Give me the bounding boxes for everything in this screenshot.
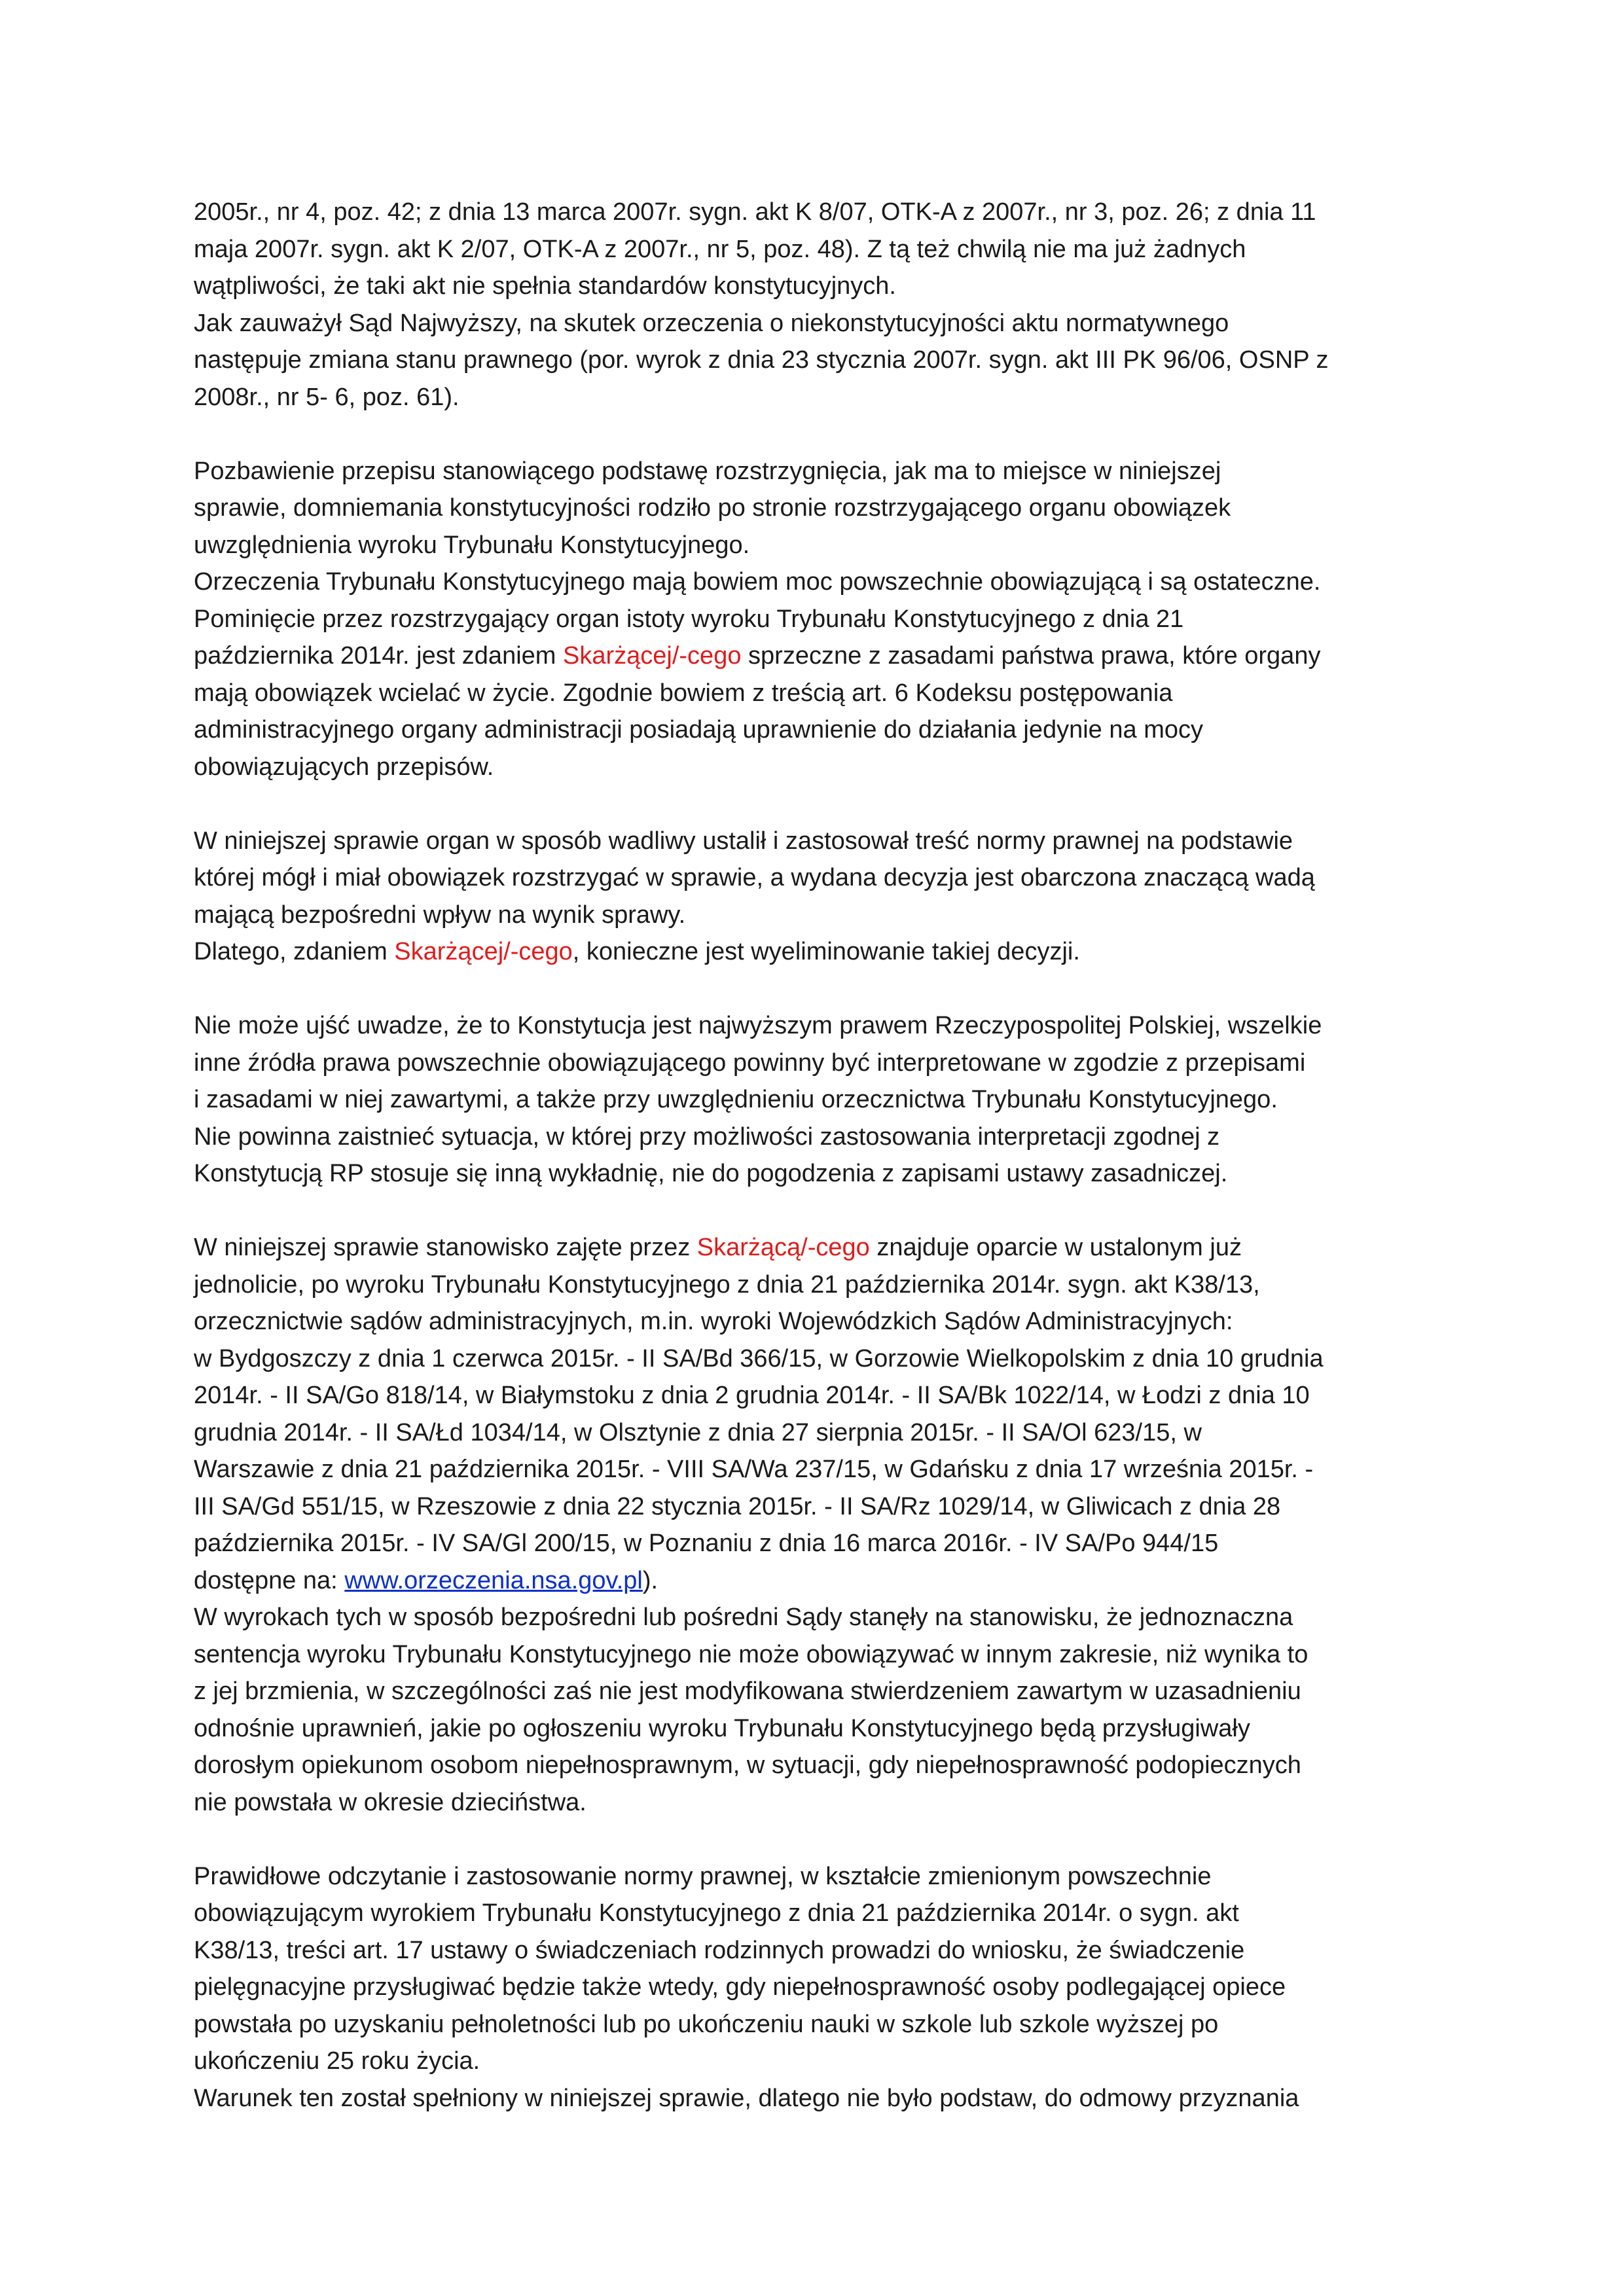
text-segment: Konstytucją RP stosuje się inną wykładnię, nie do pogodzenia z zapisami ustawy zasadniczej. [194,1160,1228,1187]
text-segment: W niniejszej sprawie organ w sposób wadliwy ustalił i zastosował treść normy prawnej na podstawie [194,827,1293,855]
text-line [194,490,1437,527]
text-segment: i zasadami w niej zawartymi, a także przy uwzględnieniu orzecznictwa Trybunału Konstytucyjnego. [194,1086,1278,1113]
text-line [194,1636,1437,1674]
text-segment: mającą bezpośredni wpływ na wynik sprawy. [194,901,686,929]
paragraph [194,823,1437,971]
text-segment: maja 2007r. sygn. akt K 2/07, OTK-A z 2007r., nr 5, poz. 48). Z tą też chwilą nie ma już żadnych [194,235,1246,263]
text-line [194,823,1437,860]
text-line [194,1340,1437,1378]
text-segment: ukończeniu 25 roku życia. [194,2047,480,2075]
text-segment: Prawidłowe odczytanie i zastosowanie normy prawnej, w kształcie zmienionym powszechnie [194,1862,1212,1890]
paragraph [194,194,1437,416]
text-segment: Jak zauważył Sąd Najwyższy, na skutek orzeczenia o niekonstytucyjności aktu normatywnego [194,309,1229,337]
text-line [194,1562,1437,1600]
party-placeholder: Skarżącej/-cego [563,642,742,670]
text-line [194,675,1437,712]
paragraph-gap [194,416,1437,453]
text-segment: ). [642,1566,659,1594]
text-segment: Pozbawienie przepisu stanowiącego podstawę rozstrzygnięcia, jak ma to miejsce w niniejszej [194,457,1221,485]
text-segment: sentencja wyroku Trybunału Konstytucyjnego nie może obowiązywać w innym zakresie, niż wynika to [194,1640,1308,1668]
text-segment: obowiązującym wyrokiem Trybunału Konstytucyjnego z dnia 21 października 2014r. o sygn. akt [194,1899,1239,1927]
text-line [194,2006,1437,2043]
text-segment: Pominięcie przez rozstrzygający organ istoty wyroku Trybunału Konstytucyjnego z dnia 21 [194,605,1184,633]
text-segment: sprawie, domniemania konstytucyjności rodziło po stronie rozstrzygającego organu obowiązek [194,494,1231,522]
party-placeholder: Skarżącej/-cego [394,938,573,965]
text-line [194,1155,1437,1193]
paragraph-gap [194,1193,1437,1230]
text-segment: Dlatego, zdaniem [194,938,395,965]
nsa-link[interactable]: www.orzeczenia.nsa.gov.pl [344,1566,643,1594]
text-segment: znajduje oparcie w ustalonym już [869,1234,1242,1261]
text-segment: dostępne na: [194,1566,345,1594]
text-segment: , konieczne jest wyeliminowanie takiej decyzji. [572,938,1080,965]
text-segment: Warszawie z dnia 21 października 2015r. - VIII SA/Wa 237/15, w Gdańsku z dnia 17 września 2015r. - [194,1456,1314,1483]
text-line [194,1747,1437,1784]
text-line [194,1488,1437,1526]
text-line [194,1414,1437,1452]
text-segment: III SA/Gd 551/15, w Rzeszowie z dnia 22 stycznia 2015r. - II SA/Rz 1029/14, w Gliwicach z dnia 28 [194,1492,1281,1520]
text-line [194,933,1437,971]
text-line [194,268,1437,305]
text-line [194,1266,1437,1304]
text-line [194,1710,1437,1748]
text-line [194,1377,1437,1414]
text-segment: jednolicie, po wyroku Trybunału Konstytucyjnego z dnia 21 października 2014r. sygn. akt K38/13, [194,1270,1260,1299]
text-segment: 2008r., nr 5- 6, poz. 61). [194,383,460,411]
text-line [194,564,1437,601]
text-line [194,749,1437,786]
text-line [194,453,1437,490]
text-line [194,637,1437,675]
text-line [194,231,1437,268]
text-line [194,1119,1437,1156]
text-segment: obowiązujących przepisów. [194,753,494,781]
text-segment: dorosłym opiekunom osobom niepełnosprawnym, w sytuacji, gdy niepełnosprawność podopiecznych [194,1751,1301,1779]
text-segment: października 2014r. jest zdaniem [194,642,563,670]
text-line [194,2080,1437,2117]
text-segment: uwzględnienia wyroku Trybunału Konstytucyjnego. [194,531,750,559]
text-line [194,859,1437,897]
text-segment: w Bydgoszczy z dnia 1 czerwca 2015r. - II SA/Bd 366/15, w Gorzowie Wielkopolskim z dnia 10 grudnia [194,1344,1324,1372]
text-segment: administracyjnego organy administracji posiadają uprawnienie do działania jedynie na mocy [194,716,1203,744]
text-line [194,1229,1437,1266]
text-line [194,2043,1437,2080]
text-segment: sprzeczne z zasadami państwa prawa, które organy [741,642,1321,670]
text-line [194,711,1437,749]
text-line [194,194,1437,231]
text-line [194,1673,1437,1710]
text-segment: października 2015r. - IV SA/Gl 200/15, w Poznaniu z dnia 16 marca 2016r. - IV SA/Po 944/15 [194,1530,1219,1557]
text-line [194,1858,1437,1895]
text-segment: K38/13, treści art. 17 ustawy o świadczeniach rodzinnych prowadzi do wniosku, że świadczenie [194,1936,1245,1964]
text-segment: z jej brzmienia, w szczególności zaś nie jest modyfikowana stwierdzeniem zawartym w uzasadnieniu [194,1677,1301,1705]
paragraph [194,1858,1437,2117]
text-segment: pielęgnacyjne przysługiwać będzie także wtedy, gdy niepełnosprawność osoby podlegającej opiece [194,1973,1286,2001]
text-line [194,527,1437,564]
text-line [194,305,1437,342]
text-segment: Orzeczenia Trybunału Konstytucyjnego mają bowiem moc powszechnie obowiązującą i są ostateczne. [194,568,1321,596]
paragraph-gap [194,971,1437,1008]
text-segment: inne źródła prawa powszechnie obowiązującego powinny być interpretowane w zgodzie z przepisami [194,1049,1306,1077]
text-line [194,1451,1437,1488]
text-segment: grudnia 2014r. - II SA/Łd 1034/14, w Olsztynie z dnia 27 sierpnia 2015r. - II SA/Ol 623/15, w [194,1418,1202,1446]
text-segment: powstała po uzyskaniu pełnoletności lub po ukończeniu nauki w szkole lub szkole wyższej po [194,2010,1219,2038]
text-segment: mają obowiązek wcielać w życie. Zgodnie bowiem z treścią art. 6 Kodeksu postępowania [194,679,1173,707]
text-line [194,1599,1437,1636]
text-line [194,1045,1437,1082]
text-line [194,1895,1437,1932]
paragraph-gap [194,1821,1437,1858]
text-segment: 2005r., nr 4, poz. 42; z dnia 13 marca 2007r. sygn. akt K 8/07, OTK-A z 2007r., nr 3, poz. 26; z dnia 11 [194,198,1316,226]
paragraph [194,453,1437,786]
text-segment: Warunek ten został spełniony w niniejszej sprawie, dlatego nie było podstaw, do odmowy przyznania [194,2084,1299,2112]
document-page [194,194,1437,2117]
text-line [194,1969,1437,2006]
paragraph [194,1229,1437,1821]
text-segment: orzecznictwie sądów administracyjnych, m.in. wyroki Wojewódzkich Sądów Administracyjnych: [194,1308,1233,1335]
text-segment: nie powstała w okresie dzieciństwa. [194,1788,586,1816]
text-segment: odnośnie uprawnień, jakie po ogłoszeniu wyroku Trybunału Konstytucyjnego będą przysługiwały [194,1714,1250,1742]
party-placeholder: Skarżącą/-cego [696,1234,870,1261]
paragraph [194,1007,1437,1193]
text-segment: W wyrokach tych w sposób bezpośredni lub pośredni Sądy stanęły na stanowisku, że jednoznaczna [194,1604,1293,1631]
text-segment: Nie powinna zaistnieć sytuacja, w której przy możliwości zastosowania interpretacji zgodnej z [194,1122,1220,1151]
text-segment: której mógł i miał obowiązek rozstrzygać w sprawie, a wydana decyzja jest obarczona znaczącą wadą [194,864,1315,891]
text-line [194,601,1437,638]
text-line [194,379,1437,416]
text-segment: wątpliwości, że taki akt nie spełnia standardów konstytucyjnych. [194,272,896,300]
text-line [194,897,1437,934]
text-line [194,342,1437,379]
text-segment: W niniejszej sprawie stanowisko zajęte przez [194,1234,697,1261]
text-line [194,1007,1437,1045]
text-segment: Nie może ujść uwadze, że to Konstytucja jest najwyższym prawem Rzeczypospolitej Polskiej, wszelkie [194,1012,1322,1039]
text-line [194,1932,1437,1969]
text-line [194,1303,1437,1340]
text-segment: 2014r. - II SA/Go 818/14, w Białymstoku z dnia 2 grudnia 2014r. - II SA/Bk 1022/14, w Łodzi z dnia 10 [194,1382,1310,1409]
text-segment: następuje zmiana stanu prawnego (por. wyrok z dnia 23 stycznia 2007r. sygn. akt III PK 96/06, OSNP z [194,346,1329,374]
text-line [194,1525,1437,1562]
paragraph-gap [194,785,1437,823]
text-line [194,1081,1437,1119]
text-line [194,1784,1437,1821]
